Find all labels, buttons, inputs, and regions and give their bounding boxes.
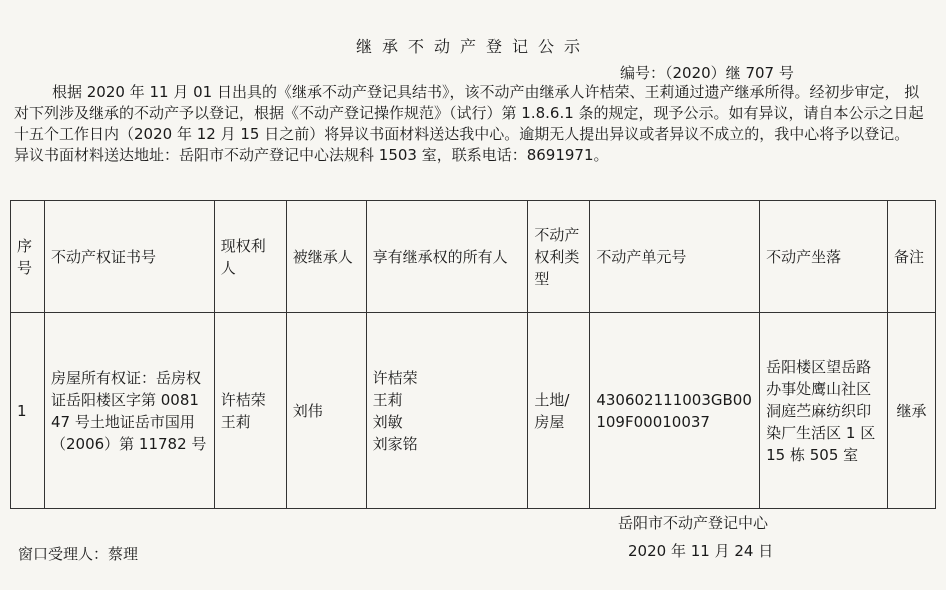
cell-decedent: 刘伟 <box>286 313 366 509</box>
cell-seq: 1 <box>11 313 45 509</box>
header-right-type: 不动产权利类型 <box>528 201 590 313</box>
objection-address: 异议书面材料送达地址：岳阳市不动产登记中心法规科 1503 室，联系电话：8691971。 <box>14 146 609 164</box>
header-seq: 序号 <box>11 201 45 313</box>
header-cert-no: 不动产权证书号 <box>44 201 214 313</box>
notice-paragraph: 根据 2020 年 11 月 01 日出具的《继承不动产登记具结书》，该不动产由继承人许桔荣、王莉通过遗产继承所得。经初步审定， 拟对下列涉及继承的不动产予以登记，根据《不动产登记操作规范》（试行）第 1.8.6.1 条的规定，现予公示。如有异议，请自本公示之日起十五个工作日内（2020 年 12 月 15 日之前）将异议书面材料送达我中心。逾期无人提出异议或者异议不成立的，我中心将予以登记。 <box>14 83 924 143</box>
header-unit-no: 不动产单元号 <box>590 201 760 313</box>
cell-remark: 继承 <box>887 313 935 509</box>
cell-holder: 许桔荣 王莉 <box>214 313 286 509</box>
header-location: 不动产坐落 <box>760 201 888 313</box>
notice-body <box>14 82 934 166</box>
notice-table <box>10 200 936 509</box>
cell-heirs <box>366 313 528 509</box>
issue-date: 2020 年 11 月 24 日 <box>628 542 774 560</box>
table-row <box>11 313 936 509</box>
heir-name: 刘敏 <box>372 412 403 431</box>
cell-unit-no: 430602111003GB00109F00010037 <box>590 313 760 509</box>
issuing-organization: 岳阳市不动产登记中心 <box>618 514 769 532</box>
table-header-row <box>11 201 936 313</box>
window-receiver: 窗口受理人：蔡理 <box>18 545 139 563</box>
cell-right-type: 土地/房屋 <box>528 313 590 509</box>
header-holder: 现权利人 <box>214 201 286 313</box>
header-remark: 备注 <box>887 201 935 313</box>
heir-name: 王莉 <box>372 390 403 409</box>
header-decedent: 被继承人 <box>286 201 366 313</box>
cell-cert-no: 房屋所有权证：岳房权证岳阳楼区字第 008147 号土地证岳市国用（2006）第 11782 号 <box>44 313 214 509</box>
document-number: 编号：（2020）继 707 号 <box>620 64 794 82</box>
notice-title: 继承不动产登记公示 <box>355 37 590 56</box>
heir-name: 许桔荣 <box>372 368 418 387</box>
heir-name: 刘家铭 <box>372 434 418 453</box>
header-heirs: 享有继承权的所有人 <box>366 201 528 313</box>
cell-location: 岳阳楼区望岳路办事处鹰山社区洞庭苎麻纺织印染厂生活区 1 区 15 栋 505 室 <box>760 313 888 509</box>
